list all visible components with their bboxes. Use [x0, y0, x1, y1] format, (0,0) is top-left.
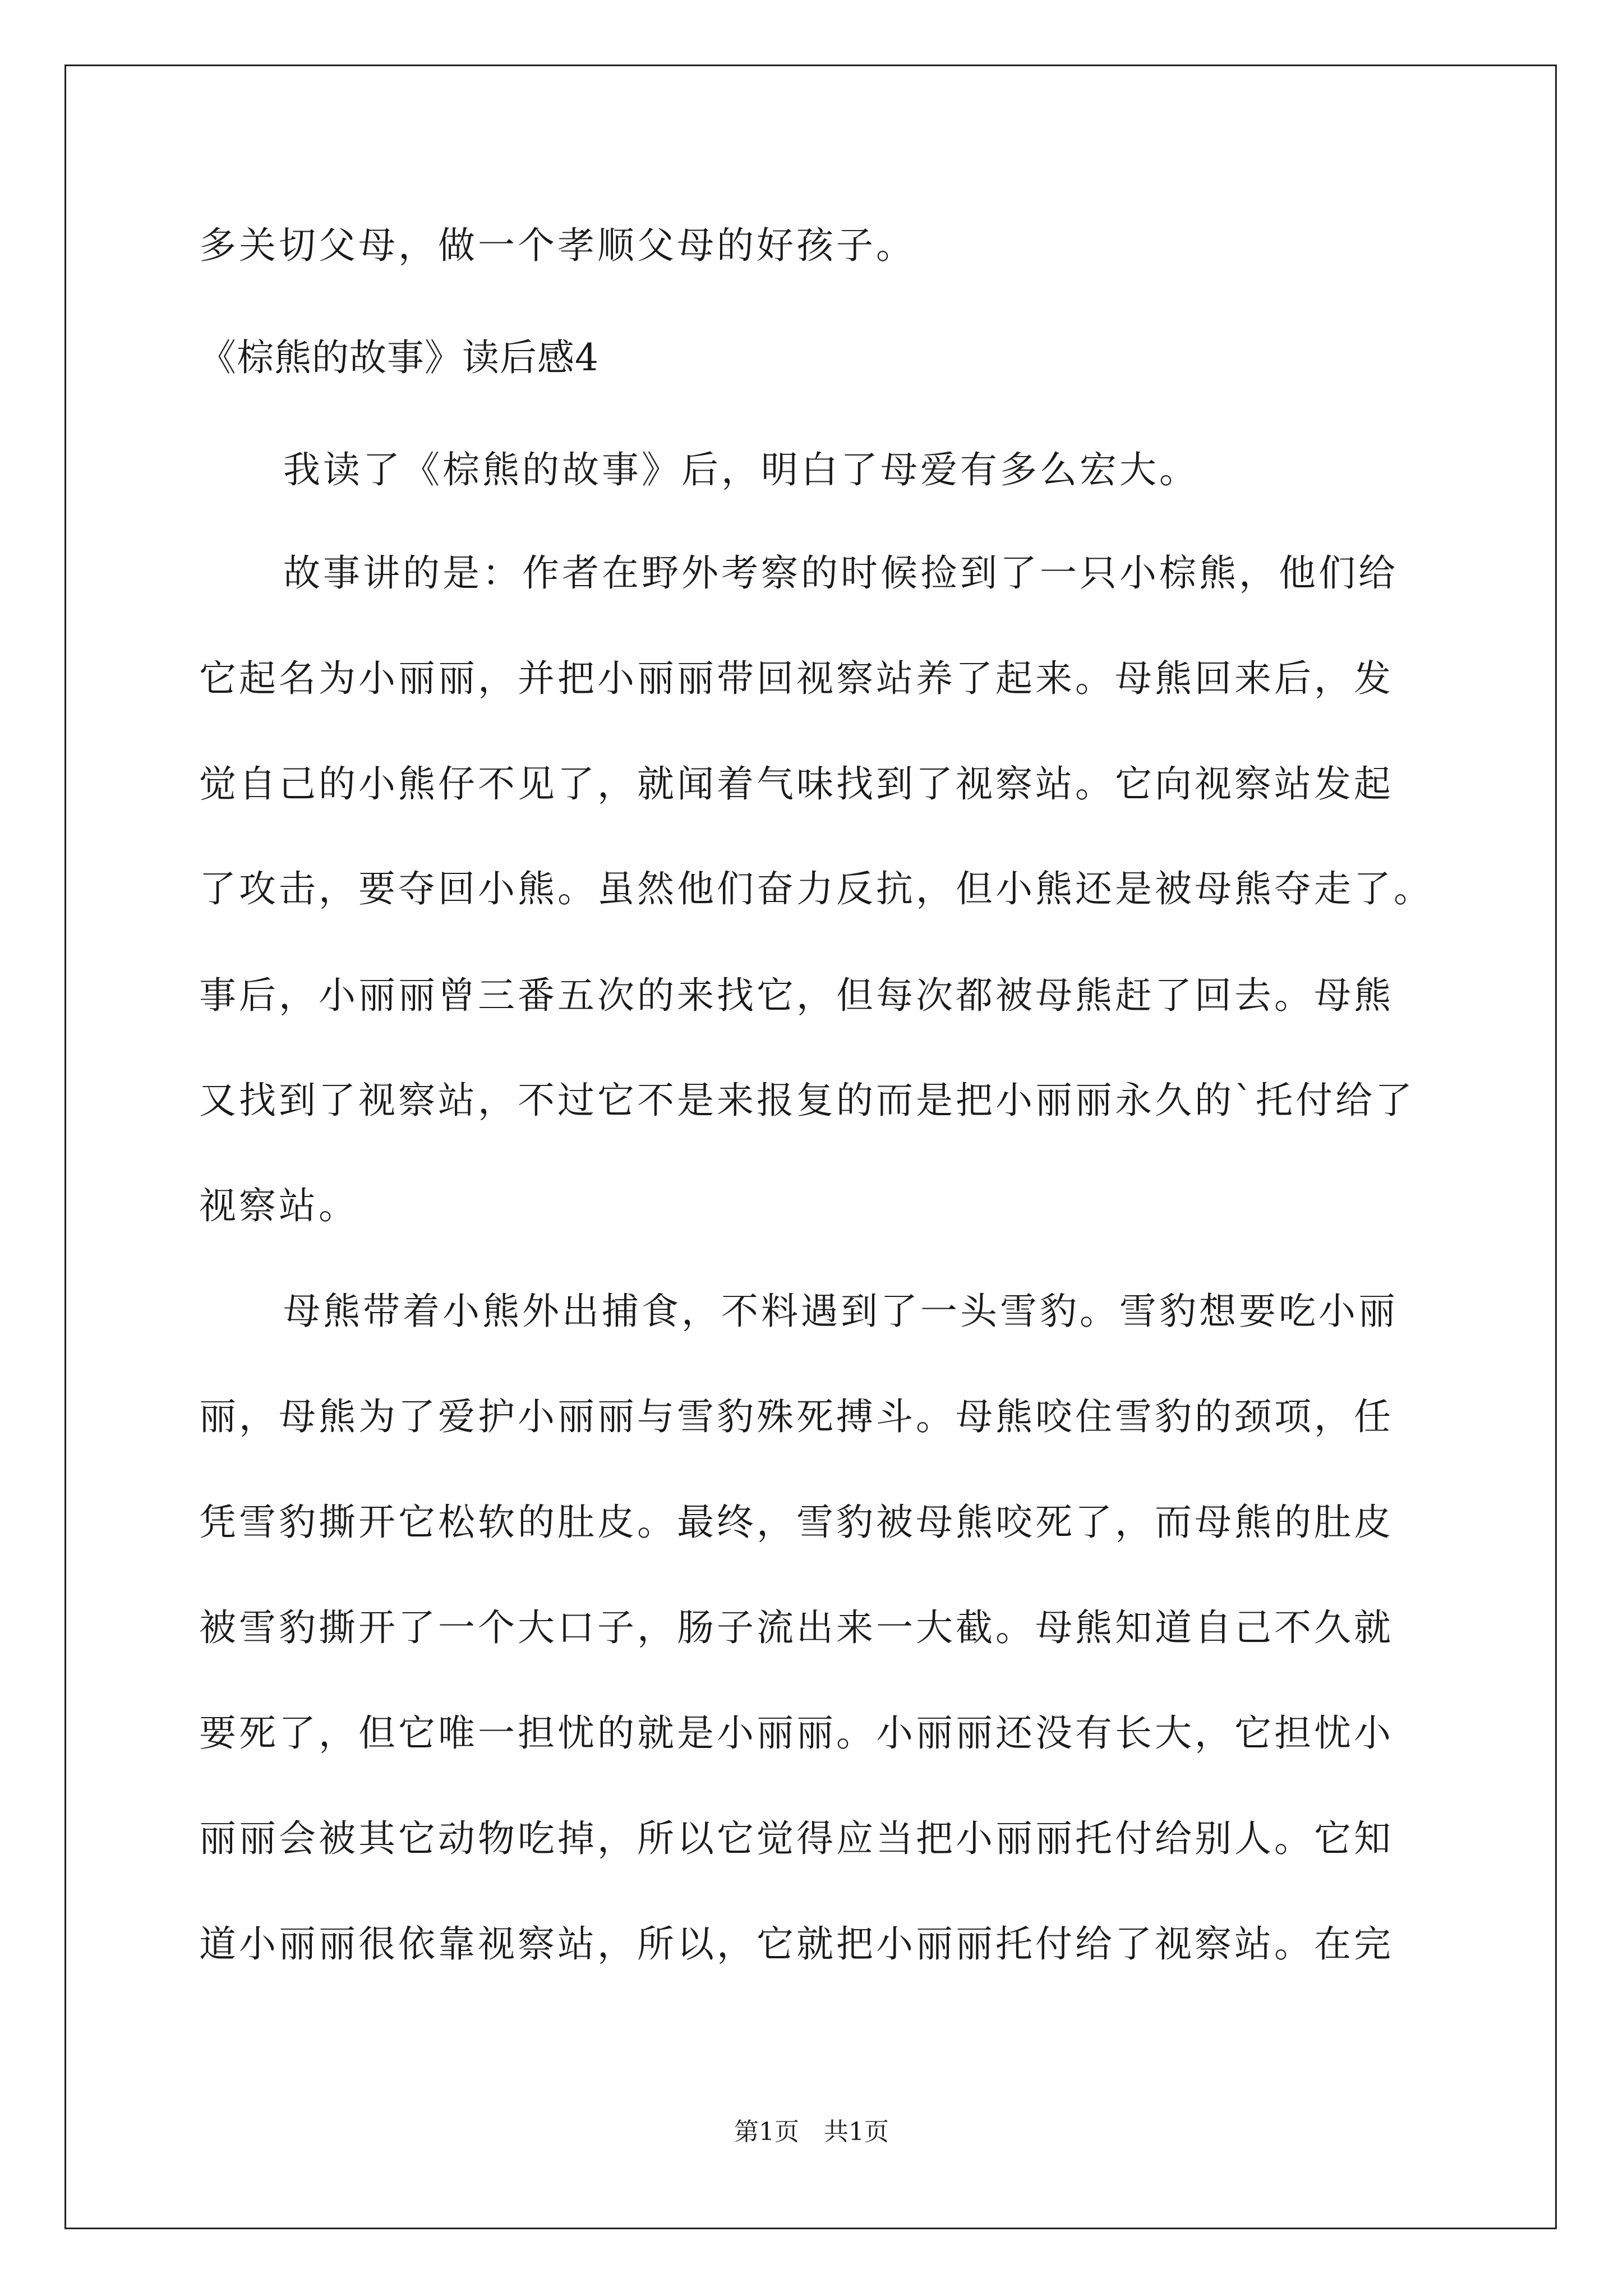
text-line: 被雪豹撕开了一个大口子，肠子流出来一大截。母熊知道自己不久就: [199, 1606, 1394, 1649]
paragraph-start: 故事讲的是：作者在野外考察的时候捡到了一只小棕熊，他们给: [283, 551, 1398, 595]
text-line: 觉自己的小熊仔不见了，就闻着气味找到了视察站。它向视察站发起: [199, 762, 1394, 806]
page-footer: [0, 2116, 1623, 2148]
text-line: 要死了，但它唯一担忧的就是小丽丽。小丽丽还没有长大，它担忧小: [199, 1711, 1394, 1755]
text-line: 道小丽丽很依靠视察站，所以，它就把小丽丽托付给了视察站。在完: [199, 1922, 1394, 1966]
paragraph-start: 我读了《棕熊的故事》后，明白了母爱有多么宏大。: [283, 448, 1199, 491]
section-heading: 《棕熊的故事》读后感4: [199, 336, 599, 379]
page-number: 第1页 共1页: [734, 2118, 889, 2146]
text-line: 凭雪豹撕开它松软的肚皮。最终，雪豹被母熊咬死了，而母熊的肚皮: [199, 1501, 1394, 1544]
text-line: 它起名为小丽丽，并把小丽丽带回视察站养了起来。母熊回来后，发: [199, 657, 1394, 700]
text-line: 事后，小丽丽曾三番五次的来找它，但每次都被母熊赶了回去。母熊: [199, 974, 1394, 1017]
text-line: 了攻击，要夺回小熊。虽然他们奋力反抗，但小熊还是被母熊夺走了。: [199, 867, 1433, 910]
text-line: 丽丽会被其它动物吃掉，所以它觉得应当把小丽丽托付给别人。它知: [199, 1817, 1394, 1860]
text-line: 多关切父母，做一个孝顺父母的好孩子。: [199, 224, 916, 267]
text-line: 丽，母熊为了爱护小丽丽与雪豹殊死搏斗。母熊咬住雪豹的颈项，任: [199, 1395, 1394, 1438]
paragraph-start: 母熊带着小熊外出捕食，不料遇到了一头雪豹。雪豹想要吃小丽: [283, 1290, 1398, 1333]
text-line: 视察站。: [199, 1184, 358, 1227]
text-line: 又找到了视察站，不过它不是来报复的而是把小丽丽永久的`托付给了: [199, 1079, 1415, 1122]
page-border: [64, 65, 1557, 2229]
